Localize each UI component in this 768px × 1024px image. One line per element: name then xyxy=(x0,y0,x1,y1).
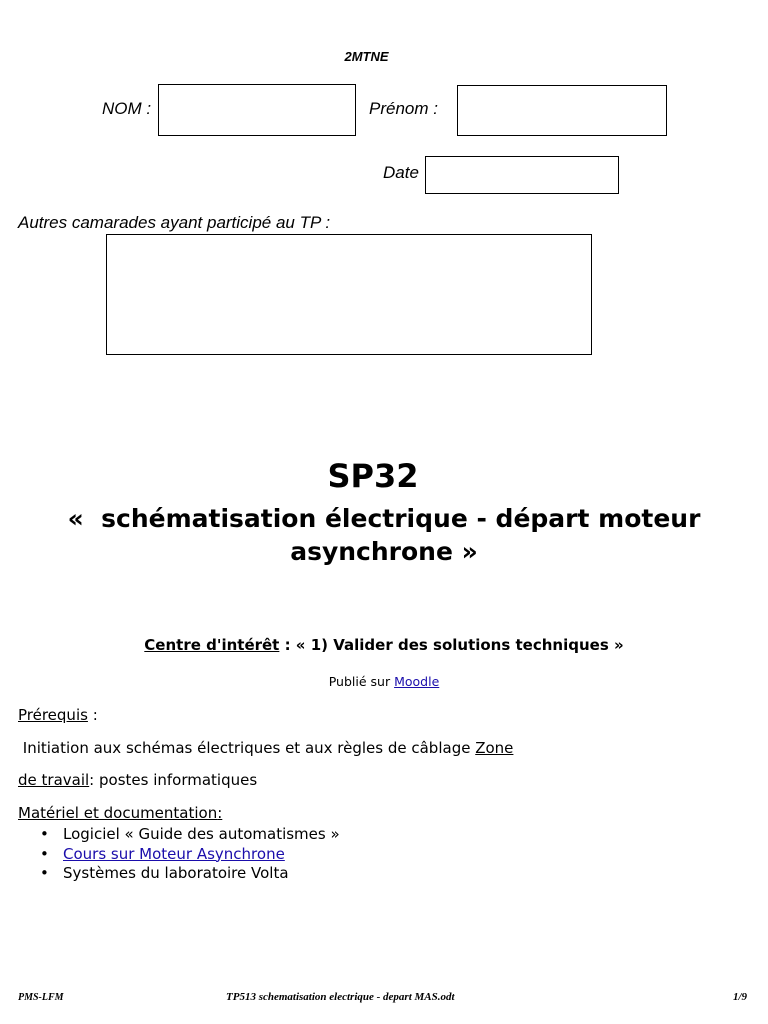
title-line-2: asynchrone » xyxy=(290,537,478,566)
title-line-1: « schématisation électrique - départ moteur xyxy=(67,504,701,533)
footer-left: PMS-LFM xyxy=(18,992,64,1003)
date-field[interactable] xyxy=(425,156,619,194)
materiel-list xyxy=(18,825,618,884)
title-code: SP32 xyxy=(327,457,419,495)
zone-text: : postes informatiques xyxy=(89,771,258,789)
materiel-colon: : xyxy=(217,804,223,822)
zone-label-a: Zone xyxy=(475,739,514,757)
materiel-item-systemes: Systèmes du laboratoire Volta xyxy=(63,864,289,882)
list-item xyxy=(18,825,618,845)
moodle-link[interactable]: Moodle xyxy=(394,674,440,689)
footer-page: 1/9 xyxy=(733,991,748,1003)
autres-field[interactable] xyxy=(106,234,592,355)
prenom-label: Prénom : xyxy=(369,99,438,118)
prerequis-text: Initiation aux schémas électriques et aux règles de câblage xyxy=(18,739,476,757)
materiel-label: Matériel et documentation xyxy=(18,804,218,822)
list-item xyxy=(18,864,618,884)
date-label: Date xyxy=(383,163,419,182)
class-code: 2MTNE xyxy=(344,49,389,64)
centre-interet-text: : « 1) Valider des solutions techniques » xyxy=(279,636,624,654)
footer-center: TP513 schematisation electrique - depart MAS.odt xyxy=(226,991,455,1003)
prerequis-colon: : xyxy=(87,706,98,724)
centre-interet-label: Centre d'intérêt xyxy=(144,636,280,654)
autres-label: Autres camarades ayant participé au TP : xyxy=(18,213,331,232)
nom-field[interactable] xyxy=(158,84,356,136)
prerequis-label: Prérequis xyxy=(18,706,88,724)
prerequis-text-line xyxy=(18,739,513,757)
materiel-item-logiciel: Logiciel « Guide des automatismes » xyxy=(63,825,340,843)
list-item xyxy=(18,845,618,865)
cours-moteur-link[interactable]: Cours sur Moteur Asynchrone xyxy=(63,844,285,863)
bullet-icon: • xyxy=(40,825,49,843)
publie-line xyxy=(0,674,768,689)
bullet-icon: • xyxy=(40,844,49,863)
publie-prefix: Publié sur xyxy=(328,674,395,689)
zone-label-b: de travail xyxy=(18,771,90,789)
materiel-heading xyxy=(18,804,222,822)
bullet-icon: • xyxy=(40,864,49,882)
prenom-field[interactable] xyxy=(457,85,667,136)
centre-interet xyxy=(0,636,768,654)
nom-label: NOM : xyxy=(102,99,152,118)
zone-travail-line xyxy=(18,771,257,789)
prerequis-heading xyxy=(18,706,98,724)
